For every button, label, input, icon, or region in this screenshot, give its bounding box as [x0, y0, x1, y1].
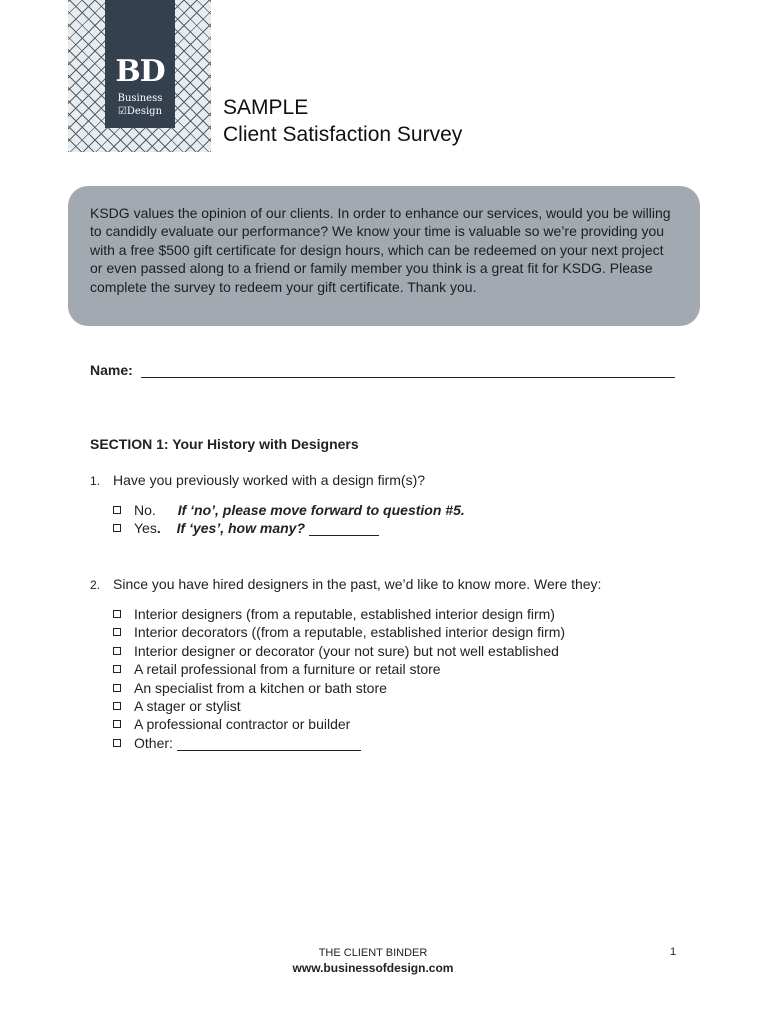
option-label: An specialist from a kitchen or bath store [134, 679, 387, 696]
option-label-other: Other: [134, 734, 173, 751]
title-sample: SAMPLE [223, 96, 309, 119]
name-input-line[interactable] [141, 377, 675, 378]
checkbox-yes[interactable] [113, 524, 121, 532]
option-label: A professional contractor or builder [134, 716, 351, 733]
option-no [113, 501, 465, 519]
option-label: A stager or stylist [134, 697, 241, 714]
logo-line-design: ☑Design [117, 106, 163, 117]
intro-box [68, 186, 700, 326]
list-item [113, 734, 565, 752]
list-item [113, 660, 565, 678]
checkbox[interactable] [113, 665, 121, 673]
checkbox[interactable] [113, 647, 121, 655]
question-1 [90, 472, 425, 488]
footer [0, 946, 746, 976]
logo-monogram: BD [115, 54, 165, 89]
checkbox-no[interactable] [113, 506, 121, 514]
business-of-design-logo [105, 0, 175, 128]
option-yes-note: If ‘yes’, how many? [176, 520, 305, 537]
question-1-options [113, 501, 465, 538]
option-label: Interior designer or decorator (your not sure) but not well established [134, 642, 559, 659]
title-survey: Client Satisfaction Survey [223, 123, 463, 146]
name-row [90, 362, 675, 378]
option-label: Interior designers (from a reputable, established interior design firm) [134, 606, 555, 622]
question-1-text: Have you previously worked with a design firm(s)? [113, 472, 426, 488]
checkbox[interactable] [113, 684, 121, 692]
logo-line-business: Business [117, 93, 163, 104]
document-title [223, 94, 462, 148]
list-item [113, 642, 565, 660]
footer-url-link[interactable]: www.businessofdesign.com [292, 961, 454, 975]
list-item [113, 697, 565, 715]
question-2-text: Since you have hired designers in the past, we’d like to know more. Were they: [113, 576, 602, 592]
option-yes-period: . [156, 520, 161, 537]
intro-text: KSDG values the opinion of our clients. In order to enhance our services, would you be willing to candidly evaluate our performance? We know your time is valuable so we’re providing you with a free $500 gift certificate for design hours, which can be redeemed on your next project or even passed along to a friend or family member you think is a great fit for KSDG. Please complete the survey to redeem your gift certificate. Thank you. [90, 205, 671, 295]
list-item [113, 605, 565, 623]
checkbox[interactable] [113, 702, 121, 710]
section-1-heading: SECTION 1: Your History with Designers [90, 436, 359, 452]
question-2-options [113, 605, 565, 752]
option-no-note: If ‘no’, please move forward to question #5. [177, 502, 465, 518]
other-input-line[interactable] [177, 750, 361, 751]
option-label: Interior decorators ((from a reputable, established interior design firm) [134, 624, 566, 641]
how-many-line[interactable] [309, 535, 379, 536]
logo-pattern [68, 0, 211, 152]
list-item [113, 715, 565, 733]
checkbox[interactable] [113, 610, 121, 618]
page-number: 1 [670, 946, 677, 958]
option-no-label: No. [134, 502, 156, 518]
option-yes [113, 519, 465, 537]
checkbox[interactable] [113, 720, 121, 728]
question-1-number: 1. [90, 474, 101, 488]
checkbox[interactable] [113, 739, 121, 747]
list-item [113, 679, 565, 697]
name-label: Name: [90, 362, 133, 378]
question-2-number: 2. [90, 578, 101, 592]
option-yes-label: Yes [134, 520, 157, 537]
list-item [113, 623, 565, 641]
checkbox[interactable] [113, 628, 121, 636]
footer-binder: THE CLIENT BINDER [318, 947, 428, 959]
option-label: A retail professional from a furniture or retail store [134, 661, 441, 678]
question-2 [90, 576, 601, 592]
